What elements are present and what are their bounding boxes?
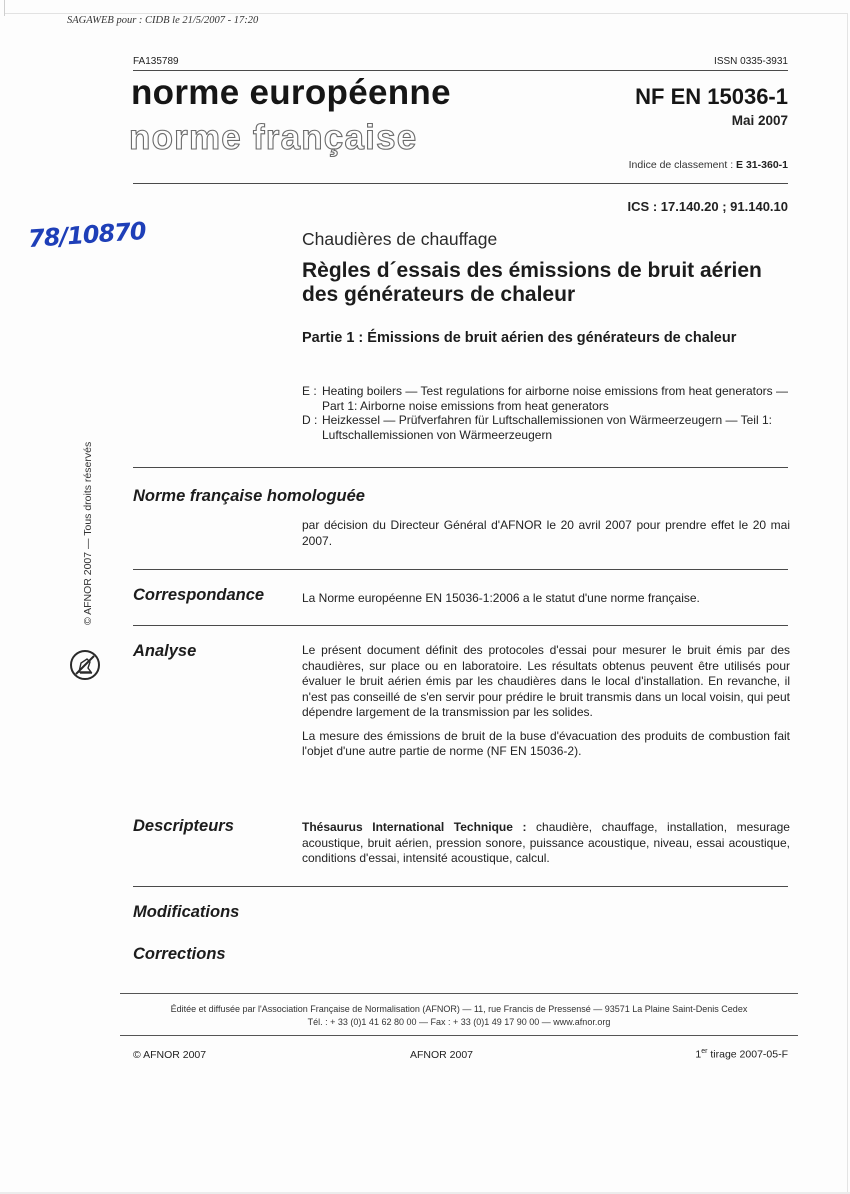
classification-value: E 31-360-1 [736,159,788,171]
footer-rule [120,993,798,994]
side-copyright [82,441,96,626]
printing-number [695,1048,788,1061]
reference-code: FA135789 [133,56,179,67]
translation-text: Heating boilers — Test regulations for airborne noise emissions from heat generators — Part 1: Airborne noise emissions from heat generators [322,384,789,413]
homologation-body: par décision du Directeur Général d'AFNOR le 20 avril 2007 pour prendre effet le 20 mai 2007. [302,518,790,548]
correspondance-label: Correspondance [133,586,265,604]
standard-date: Mai 2007 [731,113,788,128]
title-translations [302,384,802,442]
printing-detail: tirage 2007-05-F [707,1048,788,1061]
title-european: norme européenne [131,73,451,112]
issn: ISSN 0335-3931 [714,56,788,67]
homologation-label: Norme française homologuée [133,487,365,505]
contact-line: Tél. : + 33 (0)1 41 62 80 00 — Fax : + 33 (0)1 49 17 90 00 — www.afnor.org [307,1017,611,1027]
corrections-label: Corrections [133,945,226,963]
publisher-line: Éditée et diffusée par l'Association Française de Normalisation (AFNOR) — 11, rue Francis de Pressensé — 93571 La Plaine Saint-Denis Cedex [170,1004,748,1014]
publisher-info [120,1003,798,1029]
section-rule [133,625,788,626]
header-rule [133,70,788,71]
handwritten-note: 78/10870 [27,216,147,254]
footer-rule [120,1035,798,1036]
no-photocopy-icon [68,648,102,682]
descripteurs-keywords: chaudière, chauffage, installation, mesurage acoustique, bruit aérien, pression sonore, puissance acoustique, niveau, essai acoustique, conditions d'essai, intensité acoustique, calcul. [302,820,790,865]
descripteurs-body [302,820,790,867]
document-part: Partie 1 : Émissions de bruit aérien des générateurs de chaleur [302,330,737,346]
scan-stamp: SAGAWEB pour : CIDB le 21/5/2007 - 17:20 [67,15,259,26]
printing-count: 1 [695,1048,702,1061]
ics-codes: ICS : 17.140.20 ; 91.140.10 [627,199,788,214]
classification-index [629,159,788,171]
section-rule [133,569,788,570]
title-french: norme française [129,118,418,157]
sheet-edge [4,0,5,16]
footer-copyright: © AFNOR 2007 [133,1049,207,1061]
descripteurs-label: Descripteurs [133,817,234,835]
modifications-label: Modifications [133,903,240,921]
translation-text: Heizkessel — Prüfverfahren für Luftschallemissionen von Wärmeerzeugern — Teil 1: Luftschallemissionen von Wärmeerzeugern [322,413,772,442]
sheet-edge [847,13,848,1194]
footer-center: AFNOR 2007 [410,1049,474,1061]
printing-suffix: er [701,1048,708,1055]
sheet-edge [4,13,848,14]
standard-number: NF EN 15036-1 [635,84,788,109]
translation-lang: E : [302,384,317,398]
document-title: Règles d´essais des émissions de bruit aérien des générateurs de chaleur [302,259,762,306]
section-rule [133,886,788,887]
section-rule [133,467,788,468]
analyse-paragraph: La mesure des émissions de bruit de la buse d'évacuation des produits de combustion fait l'objet d'une autre partie de norme (NF EN 15036-2). [302,728,790,758]
document-subject: Chaudières de chauffage [302,229,498,249]
translation-german [302,413,802,442]
translation-english [302,384,802,413]
header-rule [133,183,788,184]
classification-label: Indice de classement : [628,159,734,171]
analyse-paragraph: Le présent document définit des protocoles d'essai pour mesurer le bruit émis par des chaudières, sur place ou en laboratoire. Les résultats obtenus peuvent être utilisés pour évaluer le bruit aérien émis par les chaudières dans le local d'installation. En revanche, il n'est pas conseillé de s'en servir pour prédire le bruit transmis dans un local voisin, qui peut dépendre largement de la transmission par les solides. [302,643,790,719]
thesaurus-label: Thésaurus International Technique : [302,820,527,834]
analyse-body [302,643,790,768]
correspondance-body: La Norme européenne EN 15036-1:2006 a le statut d'une norme française. [302,591,700,605]
analyse-label: Analyse [133,642,197,660]
translation-lang: D : [302,413,318,428]
side-copyright-text: © AFNOR 2007 — Tous droits réservés [82,441,94,625]
